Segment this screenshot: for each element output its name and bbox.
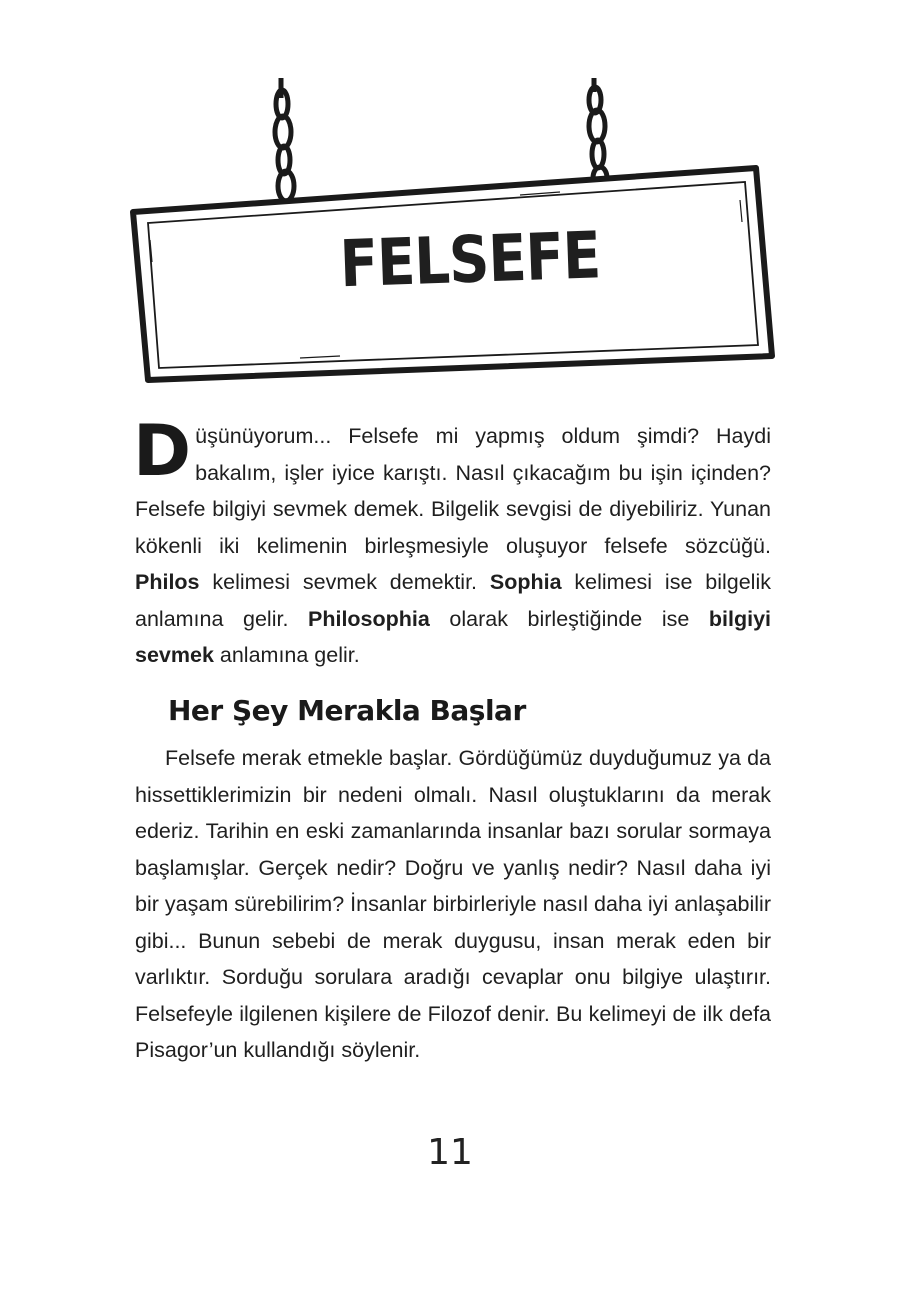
hanging-sign-illustration	[0, 0, 900, 400]
term-philos: Philos	[135, 570, 200, 594]
intro-text: üşünüyorum... Felsefe mi yapmış oldum şimdi? Haydi bakalım, işler iyice karıştı. Nasıl çıkacağım bu işin içinden? Felsefe bilgiyi sevmek demek. Bilgelik sevgisi de diyebiliriz. Yunan kökenli iki kelimenin birleşmesiyle oluşuyor felsefe sözcüğü.	[135, 424, 771, 558]
term-bilgiyi-sevmek: bilgiyi sevmek	[135, 606, 772, 667]
intro-text: olarak birleştiğinde ise	[429, 606, 709, 631]
intro-text: kelimesi ise bilgelik anlamına gelir.	[135, 570, 771, 631]
drop-cap: D	[133, 410, 192, 492]
intro-text: anlamına gelir.	[213, 643, 360, 667]
section-body: Felsefe merak etmekle başlar. Gördüğümüz duyduğumuz ya da hissettiklerimizin bir nedeni olmalı. Nasıl oluştuklarını da merak ederiz. Tarihin en eski zamanlarında insanlar bazı sorular sormaya başlamışlar. Gerçek nedir? Doğru ve yanlış nedir? Nasıl daha iyi bir yaşam sürebilirim? İnsanlar birbirleriyle nasıl daha iyi anlaşabilir gibi... Bunun sebebi de merak duygusu, insan merak eden bir varlıktır. Sorduğu sorulara aradığı cevaplar onu bilgiye ulaştırır. Felsefeyle ilgilenen kişilere de Filozof denir. Bu kelimeyi de ilk defa Pisagor’un kullandığı söylenir.	[135, 746, 771, 1062]
term-philosophia: Philosophia	[308, 606, 430, 631]
section-heading: Her Şey Merakla Başlar	[168, 694, 526, 727]
left-chain	[275, 78, 294, 217]
term-sophia: Sophia	[489, 570, 562, 594]
chapter-title: FELSEFE	[338, 218, 602, 303]
intro-paragraph	[133, 410, 772, 674]
page-number: 11	[427, 1132, 473, 1173]
intro-text: kelimesi sevmek demektir.	[199, 570, 490, 594]
